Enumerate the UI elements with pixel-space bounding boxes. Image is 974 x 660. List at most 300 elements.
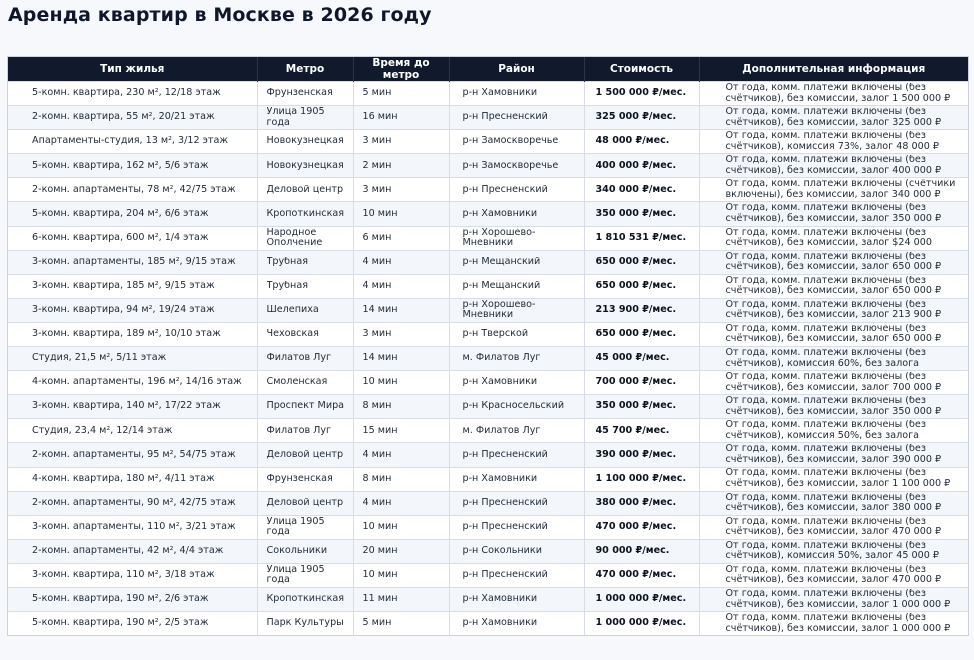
cell-type-text: 3-комн. квартира, 189 м², 10/10 этаж xyxy=(32,329,221,340)
cell-info-text: От года, комм. платежи включены (без счётчиков), без комиссии, залог 700 000 ₽ xyxy=(725,372,942,393)
cell-area xyxy=(449,130,584,154)
cell-metro-text: Улица 1905 года xyxy=(266,107,325,128)
cell-price-text: 1 100 000 ₽/мес. xyxy=(595,473,687,484)
cell-price-text: 1 000 000 ₽/мес. xyxy=(595,618,687,629)
cell-info-text: От года, комм. платежи включены (без счётчиков), без комиссии, залог 213 900 ₽ xyxy=(725,299,942,321)
cell-type xyxy=(8,515,257,539)
cell-time-text: 3 мин xyxy=(362,329,392,340)
cell-type xyxy=(8,82,257,106)
cell-area xyxy=(449,539,584,563)
cell-time xyxy=(353,587,449,611)
table-row[interactable] xyxy=(8,612,968,636)
column-header-type[interactable]: Тип жилья xyxy=(8,57,257,82)
cell-metro xyxy=(257,539,353,563)
cell-price-text: 48 000 ₽/мес. xyxy=(595,136,670,147)
cell-area xyxy=(449,274,584,298)
column-header-area[interactable]: Район xyxy=(449,57,584,82)
cell-price xyxy=(584,419,699,443)
cell-area-text: р-н Сокольники xyxy=(462,546,542,557)
cell-time xyxy=(353,226,449,250)
cell-price xyxy=(584,587,699,611)
cell-price xyxy=(584,82,699,106)
cell-type xyxy=(8,539,257,563)
cell-area-text: р-н Хамовники xyxy=(462,618,538,629)
table-header-row xyxy=(8,57,968,82)
cell-price xyxy=(584,371,699,395)
cell-price xyxy=(584,515,699,539)
cell-time xyxy=(353,371,449,395)
cell-info xyxy=(699,274,968,298)
table-row[interactable] xyxy=(8,587,968,611)
cell-area xyxy=(449,443,584,467)
cell-area xyxy=(449,587,584,611)
cell-time-text: 20 мин xyxy=(362,546,398,557)
column-header-metro[interactable]: Метро xyxy=(257,57,353,82)
cell-info xyxy=(699,443,968,467)
table-row[interactable] xyxy=(8,491,968,515)
cell-type-text: 5-комн. квартира, 204 м², 6/6 этаж xyxy=(32,208,209,219)
cell-price xyxy=(584,250,699,274)
cell-info xyxy=(699,322,968,346)
cell-info xyxy=(699,202,968,226)
cell-time xyxy=(353,515,449,539)
cell-time xyxy=(353,202,449,226)
table-row[interactable] xyxy=(8,515,968,539)
table-row[interactable] xyxy=(8,82,968,106)
cell-metro xyxy=(257,395,353,419)
cell-info xyxy=(699,347,968,371)
table-row[interactable] xyxy=(8,322,968,346)
cell-area-text: р-н Хорошево-Мневники xyxy=(462,299,536,321)
table-row[interactable] xyxy=(8,274,968,298)
cell-time xyxy=(353,467,449,491)
cell-type-text: 4-комн. квартира, 180 м², 4/11 этаж xyxy=(32,473,215,484)
cell-info xyxy=(699,371,968,395)
cell-metro-text: Фрунзенская xyxy=(266,88,333,99)
cell-metro-text: Сокольники xyxy=(266,546,328,557)
table-row[interactable] xyxy=(8,395,968,419)
cell-info xyxy=(699,298,968,322)
cell-info xyxy=(699,587,968,611)
cell-price xyxy=(584,491,699,515)
cell-area-text: р-н Хамовники xyxy=(462,473,538,484)
listings-table xyxy=(8,57,968,635)
cell-area xyxy=(449,322,584,346)
cell-info-text: От года, комм. платежи включены (без счётчиков), без комиссии, залог 650 000 ₽ xyxy=(725,323,942,345)
cell-time xyxy=(353,612,449,636)
cell-area-text: р-н Замоскворечье xyxy=(462,136,559,147)
table-row[interactable] xyxy=(8,154,968,178)
cell-price-text: 1 810 531 ₽/мес. xyxy=(595,232,687,243)
cell-info xyxy=(699,419,968,443)
cell-metro xyxy=(257,347,353,371)
cell-time xyxy=(353,130,449,154)
cell-metro xyxy=(257,106,353,130)
cell-price-text: 700 000 ₽/мес. xyxy=(595,377,677,388)
column-header-price[interactable]: Стоимость xyxy=(584,57,699,82)
cell-time xyxy=(353,539,449,563)
cell-time xyxy=(353,419,449,443)
cell-type-text: Апартаменты-студия, 13 м², 3/12 этаж xyxy=(32,136,228,147)
cell-area-text: р-н Красносельский xyxy=(462,401,565,412)
cell-time xyxy=(353,443,449,467)
cell-price xyxy=(584,395,699,419)
cell-time-text: 4 мин xyxy=(362,449,392,460)
cell-metro-text: Проспект Мира xyxy=(266,401,345,412)
cell-type xyxy=(8,419,257,443)
cell-metro xyxy=(257,250,353,274)
cell-price-text: 350 000 ₽/мес. xyxy=(595,401,677,412)
cell-type-text: 5-комн. квартира, 190 м², 2/5 этаж xyxy=(32,618,209,629)
cell-info xyxy=(699,563,968,587)
cell-type-text: 2-комн. апартаменты, 90 м², 42/75 этаж xyxy=(32,497,236,508)
cell-metro-text: Новокузнецкая xyxy=(266,136,344,147)
cell-type xyxy=(8,347,257,371)
table-row[interactable] xyxy=(8,371,968,395)
cell-info xyxy=(699,154,968,178)
cell-metro xyxy=(257,154,353,178)
cell-price-text: 340 000 ₽/мес. xyxy=(595,184,677,195)
cell-type-text: Студия, 23,4 м², 12/14 этаж xyxy=(32,425,173,436)
cell-info xyxy=(699,491,968,515)
cell-metro-text: Кропоткинская xyxy=(266,208,345,219)
cell-metro-text: Шелепиха xyxy=(266,305,319,316)
cell-area xyxy=(449,371,584,395)
table-row[interactable] xyxy=(8,539,968,563)
cell-info-text: От года, комм. платежи включены (без счётчиков), без комиссии, залог 1 100 000 ₽ xyxy=(725,468,951,490)
cell-area-text: р-н Пресненский xyxy=(462,184,548,195)
cell-area xyxy=(449,82,584,106)
cell-area-text: р-н Хамовники xyxy=(462,208,538,219)
cell-metro-text: Чеховская xyxy=(266,329,319,340)
cell-type-text: 3-комн. апартаменты, 185 м², 9/15 этаж xyxy=(32,256,236,267)
cell-time-text: 10 мин xyxy=(362,208,398,219)
cell-metro xyxy=(257,563,353,587)
cell-area-text: р-н Пресненский xyxy=(462,449,548,460)
cell-info xyxy=(699,106,968,130)
cell-area xyxy=(449,467,584,491)
cell-area xyxy=(449,202,584,226)
cell-metro-text: Новокузнецкая xyxy=(266,160,344,171)
cell-price xyxy=(584,178,699,202)
cell-info xyxy=(699,82,968,106)
cell-info-text: От года, комм. платежи включены (без счётчиков), комиссия 50%, залог 45 000 ₽ xyxy=(725,540,939,562)
cell-metro xyxy=(257,587,353,611)
cell-metro xyxy=(257,443,353,467)
table-row[interactable] xyxy=(8,467,968,491)
cell-time xyxy=(353,106,449,130)
cell-info xyxy=(699,250,968,274)
cell-price-text: 470 000 ₽/мес. xyxy=(595,521,677,532)
cell-info-text: От года, комм. платежи включены (без счётчиков), без комиссии, залог 380 000 ₽ xyxy=(725,492,942,514)
cell-info-text: От года, комм. платежи включены (без счётчиков), без комиссии, залог 650 000 ₽ xyxy=(725,251,942,273)
cell-type xyxy=(8,612,257,636)
cell-price xyxy=(584,467,699,491)
cell-area xyxy=(449,226,584,250)
cell-time-text: 8 мин xyxy=(362,401,392,412)
cell-time-text: 15 мин xyxy=(362,425,398,436)
cell-time-text: 5 мин xyxy=(362,618,392,629)
cell-time xyxy=(353,154,449,178)
cell-price xyxy=(584,612,699,636)
cell-info-text: От года, комм. платежи включены (счётчики включены), без комиссии, залог 340 000 ₽ xyxy=(725,179,956,200)
cell-metro xyxy=(257,371,353,395)
cell-time-text: 10 мин xyxy=(362,521,398,532)
cell-type xyxy=(8,395,257,419)
cell-area-text: р-н Тверской xyxy=(462,329,529,340)
cell-metro xyxy=(257,130,353,154)
cell-info-text: От года, комм. платежи включены (без счётчиков), без комиссии, залог 390 000 ₽ xyxy=(725,444,942,465)
cell-metro-text: Смоленская xyxy=(266,377,328,388)
cell-price-text: 350 000 ₽/мес. xyxy=(595,208,677,219)
cell-type-text: 3-комн. апартаменты, 110 м², 3/21 этаж xyxy=(32,521,236,532)
cell-type xyxy=(8,298,257,322)
cell-type xyxy=(8,563,257,587)
cell-area xyxy=(449,419,584,443)
cell-area xyxy=(449,515,584,539)
cell-metro xyxy=(257,298,353,322)
cell-area-text: р-н Хамовники xyxy=(462,594,538,605)
cell-metro xyxy=(257,226,353,250)
cell-area-text: р-н Пресненский xyxy=(462,112,548,123)
cell-metro-text: Парк Культуры xyxy=(266,618,344,629)
cell-area xyxy=(449,106,584,130)
cell-time-text: 5 мин xyxy=(362,88,392,99)
cell-time xyxy=(353,347,449,371)
table-row[interactable] xyxy=(8,347,968,371)
cell-time xyxy=(353,563,449,587)
cell-area xyxy=(449,395,584,419)
cell-type-text: 3-комн. квартира, 140 м², 17/22 этаж xyxy=(32,401,221,412)
cell-type-text: 4-комн. апартаменты, 196 м², 14/16 этаж xyxy=(32,377,242,388)
cell-type xyxy=(8,202,257,226)
cell-metro-text: Филатов Луг xyxy=(266,353,332,364)
cell-type-text: Студия, 21,5 м², 5/11 этаж xyxy=(32,353,167,364)
cell-area xyxy=(449,563,584,587)
table-row[interactable] xyxy=(8,419,968,443)
cell-type-text: 6-комн. квартира, 600 м², 1/4 этаж xyxy=(32,232,209,243)
cell-time-text: 16 мин xyxy=(362,112,398,123)
cell-area-text: р-н Мещанский xyxy=(462,256,541,267)
cell-metro xyxy=(257,467,353,491)
cell-info xyxy=(699,130,968,154)
cell-time-text: 4 мин xyxy=(362,281,392,291)
cell-area-text: м. Филатов Луг xyxy=(462,353,541,364)
cell-metro-text: Деловой центр xyxy=(266,184,344,195)
column-header-time[interactable]: Время до метро xyxy=(353,57,449,82)
cell-price xyxy=(584,443,699,467)
cell-type xyxy=(8,491,257,515)
table-row[interactable] xyxy=(8,178,968,202)
cell-metro xyxy=(257,82,353,106)
cell-price xyxy=(584,226,699,250)
cell-price-text: 90 000 ₽/мес. xyxy=(595,546,670,557)
cell-metro-text: Филатов Луг xyxy=(266,425,332,436)
cell-metro xyxy=(257,178,353,202)
cell-time-text: 10 мин xyxy=(362,377,398,388)
cell-type-text: 3-комн. квартира, 110 м², 3/18 этаж xyxy=(32,570,215,581)
cell-info-text: От года, комм. платежи включены (без счётчиков), комиссия 60%, без залога xyxy=(725,347,926,369)
cell-price-text: 400 000 ₽/мес. xyxy=(595,160,677,171)
table-row[interactable] xyxy=(8,250,968,274)
cell-price-text: 45 000 ₽/мес. xyxy=(595,353,670,364)
cell-time-text: 3 мин xyxy=(362,136,392,147)
page-title: Аренда квартир в Москве в 2026 году xyxy=(8,4,432,26)
cell-time xyxy=(353,82,449,106)
cell-price-text: 380 000 ₽/мес. xyxy=(595,497,677,508)
cell-area xyxy=(449,178,584,202)
cell-price xyxy=(584,202,699,226)
cell-type-text: 2-комн. апартаменты, 42 м², 4/4 этаж xyxy=(32,546,224,557)
cell-price-text: 470 000 ₽/мес. xyxy=(595,570,677,581)
cell-type xyxy=(8,178,257,202)
cell-price xyxy=(584,539,699,563)
listings-table-container xyxy=(7,56,969,636)
cell-type-text: 3-комн. квартира, 94 м², 19/24 этаж xyxy=(32,305,215,316)
cell-type xyxy=(8,130,257,154)
cell-time-text: 8 мин xyxy=(362,473,392,484)
cell-metro-text: Трубная xyxy=(266,281,308,291)
cell-time-text: 14 мин xyxy=(362,353,398,364)
cell-metro-text: Деловой центр xyxy=(266,497,344,508)
cell-type-text: 3-комн. квартира, 185 м², 9/15 этаж xyxy=(32,281,215,291)
cell-area xyxy=(449,612,584,636)
cell-area-text: р-н Пресненский xyxy=(462,521,548,532)
cell-metro-text: Улица 1905 года xyxy=(266,564,325,586)
cell-info-text: От года, комм. платежи включены (без счётчиков), без комиссии, залог 470 000 ₽ xyxy=(725,516,942,538)
cell-area-text: р-н Пресненский xyxy=(462,497,548,508)
cell-time-text: 2 мин xyxy=(362,160,392,171)
cell-metro xyxy=(257,202,353,226)
cell-time xyxy=(353,491,449,515)
cell-metro-text: Улица 1905 года xyxy=(266,516,325,538)
table-row[interactable] xyxy=(8,226,968,250)
table-row[interactable] xyxy=(8,202,968,226)
cell-type xyxy=(8,587,257,611)
cell-metro xyxy=(257,515,353,539)
cell-type xyxy=(8,274,257,298)
cell-info xyxy=(699,467,968,491)
cell-price-text: 650 000 ₽/мес. xyxy=(595,256,677,267)
cell-price-text: 1 500 000 ₽/мес. xyxy=(595,88,687,99)
cell-type-text: 5-комн. квартира, 230 м², 12/18 этаж xyxy=(32,88,221,99)
cell-price-text: 1 000 000 ₽/мес. xyxy=(595,594,687,605)
cell-info-text: От года, комм. платежи включены (без счётчиков), без комиссии, залог 400 000 ₽ xyxy=(725,155,942,176)
cell-time xyxy=(353,178,449,202)
table-row[interactable] xyxy=(8,298,968,322)
cell-info-text: От года, комм. платежи включены (без счётчиков), комиссия 50%, без залога xyxy=(725,420,926,441)
cell-info-text: От года, комм. платежи включены (без счётчиков), без комиссии, залог 1 500 000 ₽ xyxy=(725,82,951,104)
cell-price xyxy=(584,274,699,298)
cell-info xyxy=(699,395,968,419)
cell-type xyxy=(8,154,257,178)
table-row[interactable] xyxy=(8,106,968,130)
cell-type-text: 5-комн. квартира, 190 м², 2/6 этаж xyxy=(32,594,209,605)
cell-area-text: м. Филатов Луг xyxy=(462,425,541,436)
cell-area-text: р-н Мещанский xyxy=(462,281,541,291)
column-header-info[interactable]: Дополнительная информация xyxy=(699,57,968,82)
cell-type xyxy=(8,467,257,491)
cell-metro-text: Трубная xyxy=(266,256,308,267)
cell-info xyxy=(699,539,968,563)
cell-price xyxy=(584,298,699,322)
cell-type xyxy=(8,371,257,395)
cell-area xyxy=(449,154,584,178)
cell-price-text: 650 000 ₽/мес. xyxy=(595,329,677,340)
cell-info xyxy=(699,515,968,539)
cell-area-text: р-н Хамовники xyxy=(462,377,538,388)
cell-type xyxy=(8,443,257,467)
cell-area xyxy=(449,491,584,515)
cell-area-text: р-н Хорошево-Мневники xyxy=(462,227,536,249)
cell-price-text: 325 000 ₽/мес. xyxy=(595,112,677,123)
cell-time xyxy=(353,322,449,346)
cell-price-text: 213 900 ₽/мес. xyxy=(595,305,677,316)
cell-time xyxy=(353,250,449,274)
cell-price-text: 650 000 ₽/мес. xyxy=(595,281,677,291)
cell-info-text: От года, комм. платежи включены (без счётчиков), без комиссии, залог 325 000 ₽ xyxy=(725,107,942,128)
table-row[interactable] xyxy=(8,443,968,467)
cell-metro xyxy=(257,274,353,298)
cell-price xyxy=(584,106,699,130)
cell-price xyxy=(584,563,699,587)
cell-info xyxy=(699,178,968,202)
cell-type xyxy=(8,226,257,250)
cell-time-text: 4 мин xyxy=(362,256,392,267)
table-row[interactable] xyxy=(8,130,968,154)
cell-metro-text: Кропоткинская xyxy=(266,594,345,605)
cell-price xyxy=(584,154,699,178)
cell-info-text: От года, комм. платежи включены (без счётчиков), без комиссии, залог 470 000 ₽ xyxy=(725,564,942,586)
cell-metro-text: Народное Ополчение xyxy=(266,227,323,249)
cell-area xyxy=(449,250,584,274)
table-row[interactable] xyxy=(8,563,968,587)
cell-area-text: р-н Хамовники xyxy=(462,88,538,99)
cell-info-text: От года, комм. платежи включены (без счётчиков), без комиссии, залог 1 000 000 ₽ xyxy=(725,613,951,634)
cell-type xyxy=(8,322,257,346)
cell-metro xyxy=(257,491,353,515)
cell-time xyxy=(353,395,449,419)
cell-type-text: 2-комн. апартаменты, 78 м², 42/75 этаж xyxy=(32,184,236,195)
cell-type xyxy=(8,250,257,274)
cell-info xyxy=(699,226,968,250)
cell-info-text: От года, комм. платежи включены (без счётчиков), без комиссии, залог $24 000 xyxy=(725,227,932,249)
cell-price-text: 45 700 ₽/мес. xyxy=(595,425,670,436)
cell-time xyxy=(353,298,449,322)
table-body xyxy=(8,82,968,636)
cell-info-text: От года, комм. платежи включены (без счётчиков), без комиссии, залог 650 000 ₽ xyxy=(725,275,942,297)
cell-type-text: 5-комн. квартира, 162 м², 5/6 этаж xyxy=(32,160,209,171)
cell-metro xyxy=(257,419,353,443)
cell-time-text: 3 мин xyxy=(362,184,392,195)
cell-info-text: От года, комм. платежи включены (без счётчиков), комиссия 73%, залог 48 000 ₽ xyxy=(725,131,939,152)
cell-area xyxy=(449,298,584,322)
cell-price xyxy=(584,130,699,154)
cell-time-text: 11 мин xyxy=(362,594,398,605)
cell-price xyxy=(584,322,699,346)
cell-area-text: р-н Пресненский xyxy=(462,570,548,581)
cell-metro xyxy=(257,322,353,346)
cell-type xyxy=(8,106,257,130)
cell-time-text: 10 мин xyxy=(362,570,398,581)
cell-info-text: От года, комм. платежи включены (без счётчиков), без комиссии, залог 350 000 ₽ xyxy=(725,203,942,225)
cell-time-text: 4 мин xyxy=(362,497,392,508)
cell-area xyxy=(449,347,584,371)
cell-metro-text: Фрунзенская xyxy=(266,473,333,484)
cell-price xyxy=(584,347,699,371)
cell-metro-text: Деловой центр xyxy=(266,449,344,460)
cell-time-text: 6 мин xyxy=(362,232,392,243)
